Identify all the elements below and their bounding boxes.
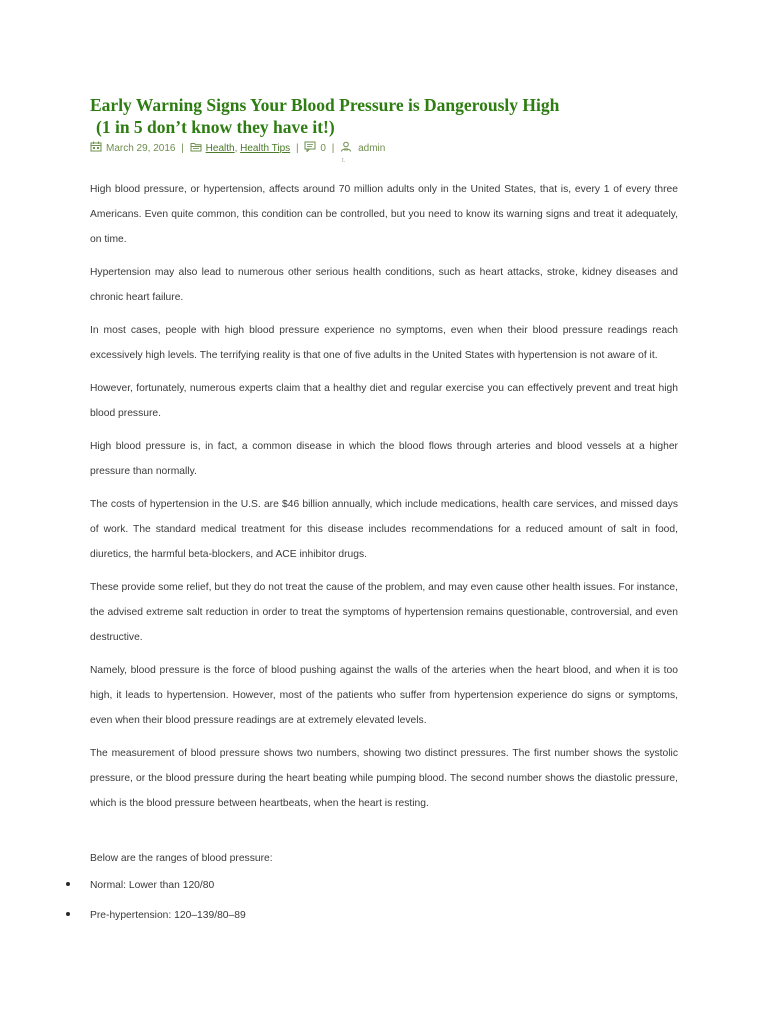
meta-separator: | (295, 143, 299, 154)
folder-icon (190, 141, 202, 152)
post-meta (90, 141, 710, 164)
article-paragraph: Hypertension may also lead to numerous other serious health conditions, such as heart attacks, stroke, kidney diseases and chronic heart failure. (90, 267, 678, 303)
category-link-health[interactable]: Health (205, 143, 235, 154)
article-paragraph: The measurement of blood pressure shows two numbers, showing two distinct pressures. The first number shows the systolic pressure, or the blood pressure during the heart beating while pumping blood. The second number shows the diastolic pressure, which is the blood pressure between heartbeats, when the heart is resting. (90, 748, 678, 809)
post-author[interactable]: admin (358, 143, 386, 154)
article-paragraph: High blood pressure is, in fact, a common disease in which the blood flows through arteries and blood vessels at a higher pressure than normally. (90, 441, 678, 477)
ranges-intro: Below are the ranges of blood pressure: (90, 853, 273, 864)
article-paragraph: However, fortunately, numerous experts claim that a healthy diet and regular exercise you can effectively prevent and treat high blood pressure. (90, 383, 678, 419)
comment-icon (304, 141, 316, 152)
post-title (90, 94, 690, 138)
category-link-health-tips[interactable]: Health Tips (240, 143, 291, 154)
article-paragraph: Namely, blood pressure is the force of blood pushing against the walls of the arteries when the heart blood, and when it is too high, it leads to hypertension. However, most of the patients who suffer from hypertension experience do signs or symptoms, even when their blood pressure readings are at extremely elevated levels. (90, 665, 678, 726)
list-item (66, 878, 215, 894)
article-paragraph: These provide some relief, but they do not treat the cause of the problem, and may even cause other health issues. For instance, the advised extreme salt reduction in order to treat the symptoms of hypertension remains questionable, controversial, and even destructive. (90, 582, 678, 643)
comment-count[interactable]: 0 (320, 143, 326, 154)
post-title-line-2: (1 in 5 don’t know they have it!) (96, 117, 335, 137)
article-paragraph: High blood pressure, or hypertension, affects around 70 million adults only in the United States, that is, every 1 of every three Americans. Even quite common, this condition can be controlled, but you need to know its warning signs and treat it adequately, on time. (90, 184, 678, 245)
post-date: March 29, 2016 (106, 143, 176, 154)
meta-separator: | (181, 143, 184, 154)
meta-stray-mark: t. (342, 158, 346, 164)
list-item (66, 908, 246, 924)
bullet-icon (66, 912, 70, 916)
bullet-icon (66, 882, 70, 886)
article-body (90, 177, 678, 824)
list-item-text: Normal: Lower than 120/80 (90, 880, 215, 891)
calendar-icon (90, 141, 102, 152)
category-comma: , (234, 143, 238, 154)
list-item-text: Pre-hypertension: 120–139/80–89 (90, 910, 246, 921)
meta-separator: | (331, 143, 335, 154)
user-icon (340, 141, 352, 152)
article-paragraph: The costs of hypertension in the U.S. are $46 billion annually, which include medications, health care services, and missed days of work. The standard medical treatment for this disease includes recommendations for a reduced amount of salt in food, diuretics, the harmful beta-blockers, and ACE inhibitor drugs. (90, 499, 678, 560)
post-title-line-1: Early Warning Signs Your Blood Pressure is Dangerously High (90, 95, 560, 115)
article-paragraph: In most cases, people with high blood pressure experience no symptoms, even when their blood pressure readings reach excessively high levels. The terrifying reality is that one of five adults in the United States with hypertension is not aware of it. (90, 325, 678, 361)
